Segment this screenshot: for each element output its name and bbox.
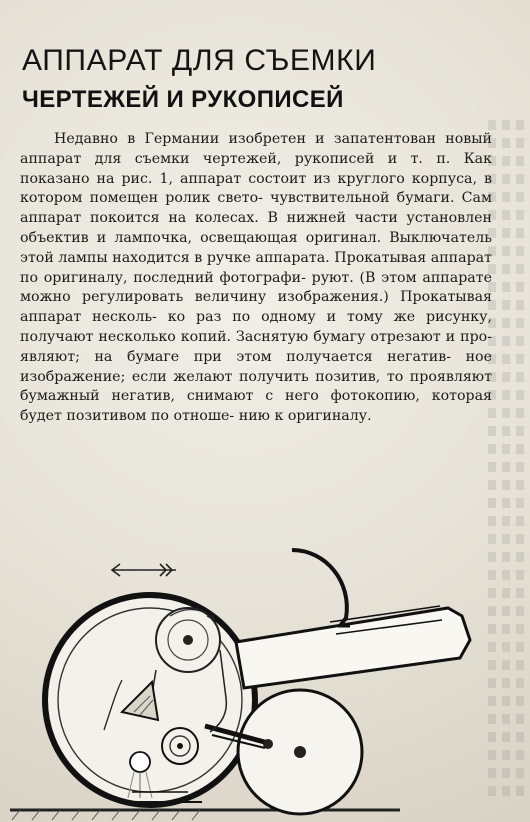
article-title-line-2: ЧЕРТЕЖЕЙ И РУКОПИСЕЙ [22,86,344,113]
apparatus-illustration [0,530,530,822]
drive-roller [162,728,198,764]
left-arrow-icon [112,564,176,576]
lamp-switch-lever [292,550,347,626]
handle [236,606,470,688]
article-body: Недавно в Германии изобретен и запатентован новый аппарат для съемки чертежей, рукописей и т. п. Как показано на рис. 1, аппарат состоит из круглого корпуса, в котором помещен ролик свето- чувствительной бумаги. Сам аппарат покоится на колесах. В нижней части установлен объектив и лампочка, освещающая оригинал. Выключатель этой лампы находится в ручке аппарата. Прокатывая аппарат по оригиналу, последний фотографи- руют. (В этом аппарате можно регулировать величину изображения.) Прокатывая аппарат несколь- ко раз по одному и тому же рисунку, получают несколько копий. Заснятую бумагу отрезают и про- являют; на бумаге при этом получается негатив- ное изображение; если желают получить позитив, то проявляют бумажный негатив, снимают с него фотокопию, которая будет позитивом по отноше- нию к оригиналу. [20,131,492,425]
paper-roll [156,608,220,672]
article-title-line-1: АППАРАТ ДЛЯ СЪЕМКИ [22,44,377,77]
